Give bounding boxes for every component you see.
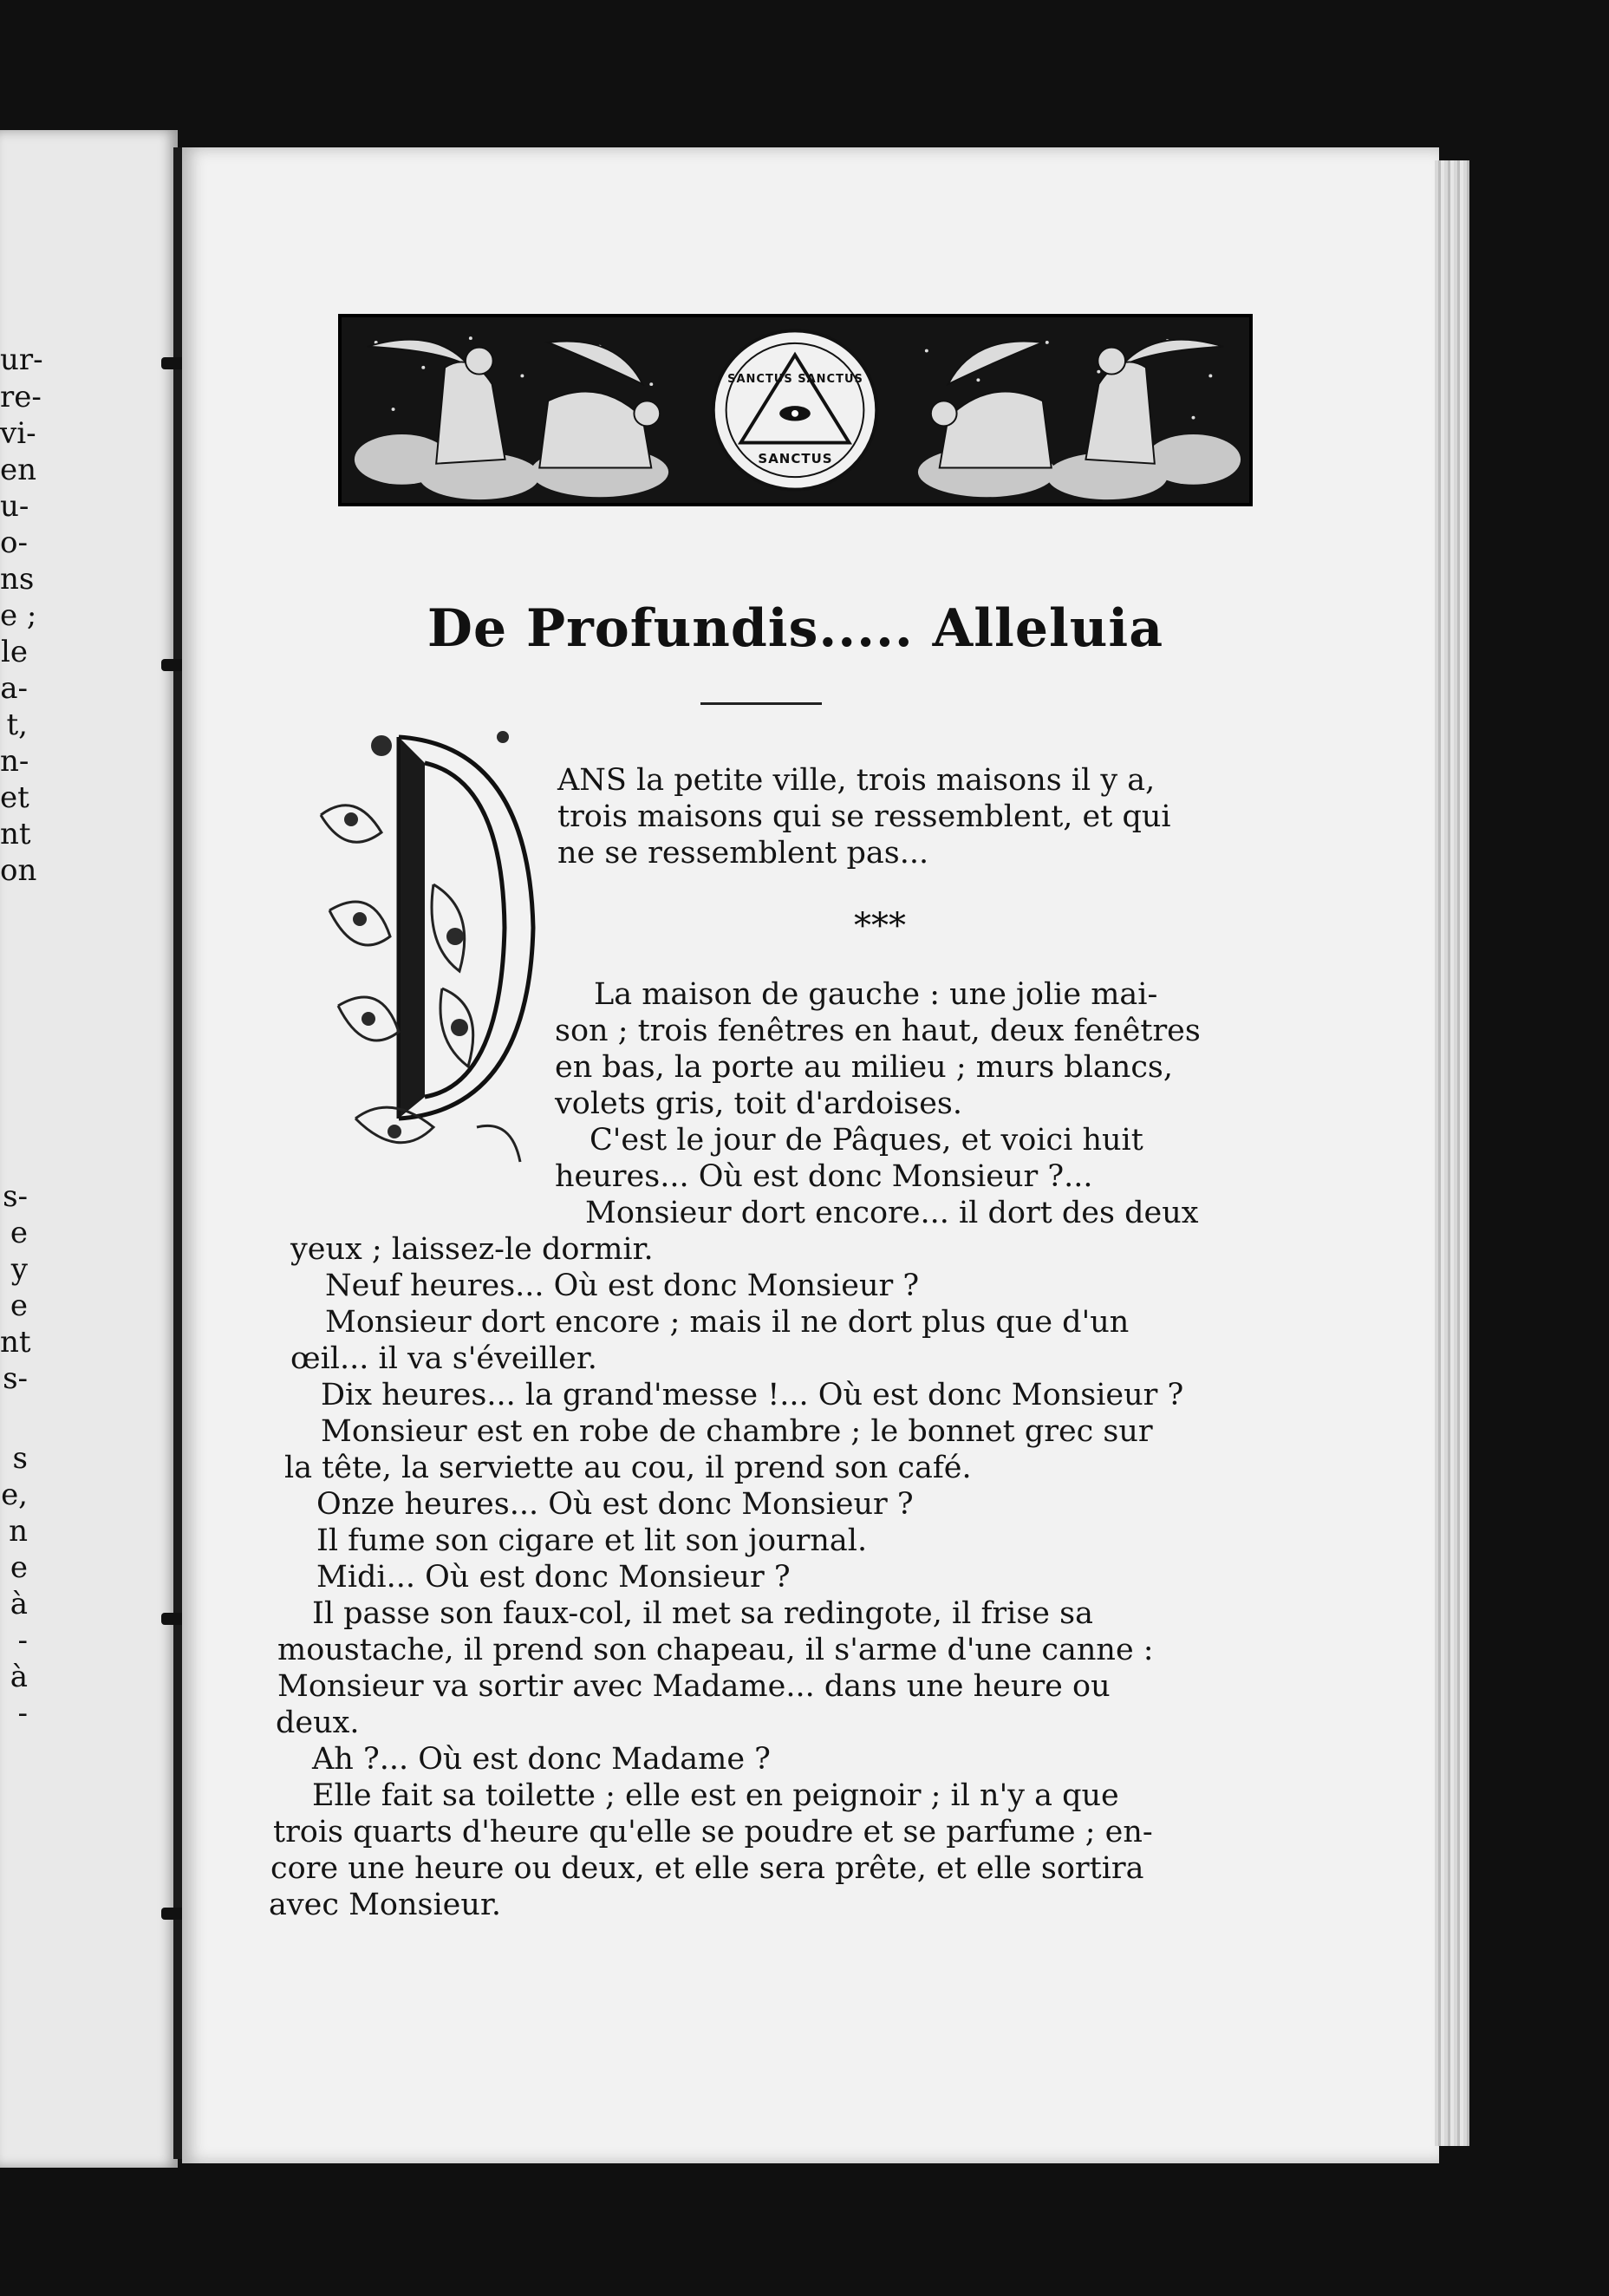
left-fragment: e xyxy=(10,1550,28,1585)
text-line: Onze heures... Où est donc Monsieur ? xyxy=(316,1487,914,1522)
text-line: Il fume son cigare et lit son journal. xyxy=(316,1523,868,1558)
left-fragment: e ; xyxy=(0,598,37,633)
text-line: ANS la petite ville, trois maisons il y a, xyxy=(557,763,1156,798)
section-stars: *** xyxy=(854,906,906,946)
left-page xyxy=(0,130,178,2168)
text-line: ne se ressemblent pas... xyxy=(557,836,929,871)
left-fragment: nt xyxy=(0,1325,31,1360)
binding-gutter xyxy=(173,147,182,2159)
left-fragment: s xyxy=(12,1441,28,1476)
text-line: Ah ?... Où est donc Madame ? xyxy=(312,1742,771,1777)
left-fragment: - xyxy=(17,1696,28,1731)
left-fragment: on xyxy=(0,853,37,888)
left-fragment: e xyxy=(10,1288,28,1323)
left-fragment: e, xyxy=(1,1477,28,1512)
title-rule xyxy=(700,702,822,705)
text-line: Monsieur est en robe de chambre ; le bonnet grec sur xyxy=(321,1414,1153,1449)
seal-text-bottom: SANCTUS xyxy=(758,451,833,466)
text-line: core une heure ou deux, et elle sera prête, et elle sortira xyxy=(270,1851,1144,1886)
left-fragment: ns xyxy=(0,562,35,597)
text-line: trois quarts d'heure qu'elle se poudre et se parfume ; en- xyxy=(273,1815,1153,1849)
left-fragment: u- xyxy=(0,489,29,524)
text-line: Monsieur va sortir avec Madame... dans une heure ou xyxy=(277,1669,1111,1704)
text-line: Dix heures... la grand'messe !... Où est donc Monsieur ? xyxy=(321,1378,1184,1412)
text-line: heures... Où est donc Monsieur ?... xyxy=(555,1159,1093,1194)
page-edges xyxy=(1435,160,1469,2146)
left-fragment: ur- xyxy=(0,342,43,377)
left-fragment: y xyxy=(10,1252,28,1287)
floral-letter-d-icon xyxy=(303,711,546,1197)
text-line: en bas, la porte au milieu ; murs blancs, xyxy=(555,1050,1174,1085)
text-line: avec Monsieur. xyxy=(269,1888,501,1922)
page-title: De Profundis..... Alleluia xyxy=(427,598,1164,659)
text-line: Midi... Où est donc Monsieur ? xyxy=(316,1560,791,1595)
text-line: Monsieur dort encore... il dort des deux xyxy=(585,1196,1199,1230)
drop-cap-ornament xyxy=(303,711,546,1197)
text-line: Monsieur dort encore ; mais il ne dort plus que d'un xyxy=(325,1305,1130,1340)
left-fragment: vi- xyxy=(0,416,36,451)
text-line: son ; trois fenêtres en haut, deux fenêtres xyxy=(555,1014,1201,1048)
header-engraving xyxy=(338,314,1253,506)
text-line: trois maisons qui se ressemblent, et qui xyxy=(557,799,1171,834)
text-line: volets gris, toit d'ardoises. xyxy=(555,1086,963,1121)
left-fragment: n xyxy=(9,1514,28,1549)
angels-engraving-icon xyxy=(342,317,1249,503)
text-line: La maison de gauche : une jolie mai- xyxy=(594,977,1158,1012)
text-line: Neuf heures... Où est donc Monsieur ? xyxy=(325,1269,920,1303)
text-line: la tête, la serviette au cou, il prend son café. xyxy=(284,1451,972,1485)
text-line: Il passe son faux-col, il met sa redingote, il frise sa xyxy=(312,1596,1093,1631)
left-fragment: e xyxy=(10,1216,28,1250)
left-fragment: - xyxy=(17,1623,28,1658)
left-fragment: a- xyxy=(0,671,28,706)
left-fragment: re- xyxy=(0,380,42,414)
left-fragment: nt xyxy=(0,817,31,851)
left-fragment: o- xyxy=(0,525,28,560)
text-line: yeux ; laissez-le dormir. xyxy=(290,1232,654,1267)
left-fragment: en xyxy=(0,453,37,487)
seal-text-top: SANCTUS SANCTUS xyxy=(727,373,863,386)
left-fragment: à xyxy=(10,1660,28,1694)
text-line: C'est le jour de Pâques, et voici huit xyxy=(590,1123,1143,1158)
left-fragment: à xyxy=(10,1587,28,1621)
left-fragment: s- xyxy=(3,1179,28,1214)
left-fragment: et xyxy=(0,780,29,815)
left-fragment: t, xyxy=(6,708,28,742)
text-line: deux. xyxy=(276,1706,360,1740)
left-fragment: s- xyxy=(3,1361,28,1396)
text-line: œil... il va s'éveiller. xyxy=(290,1341,597,1376)
text-line: Elle fait sa toilette ; elle est en peignoir ; il n'y a que xyxy=(312,1778,1119,1813)
text-line: moustache, il prend son chapeau, il s'arme d'une canne : xyxy=(277,1633,1154,1667)
left-fragment: n- xyxy=(0,744,29,779)
left-fragment: le xyxy=(1,635,28,669)
